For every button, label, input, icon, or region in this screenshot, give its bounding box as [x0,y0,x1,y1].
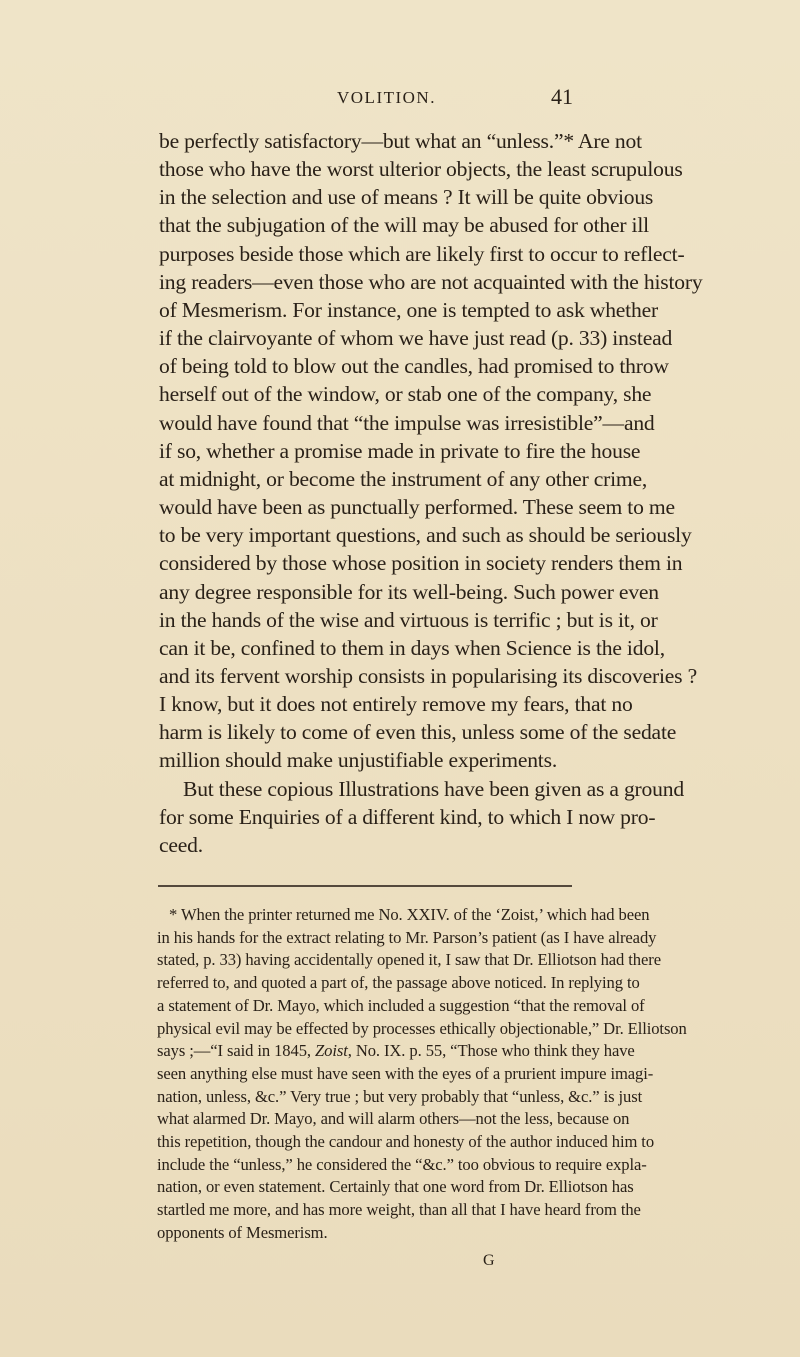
running-title: VOLITION. [337,88,436,107]
main-text [159,127,703,859]
text-line: I know, but it does not entirely remove my fears, that no [159,692,633,717]
book-page [105,0,800,1357]
text-line: harm is likely to come of even this, unless some of the sedate [159,720,677,745]
footnote-text: , No. IX. p. 55, “Those who think they have [347,1041,635,1061]
text-line: be perfectly satisfactory—but what an “unless.”* Are not [159,129,642,153]
footnote-line: stated, p. 33) having accidentally opened it, I saw that Dr. Elliotson had there [157,950,661,970]
text-line: in the hands of the wise and virtuous is terrific ; but is it, or [159,607,658,632]
paragraph-1 [159,127,703,775]
text-line: of being told to blow out the candles, had promised to throw [159,354,669,379]
footnote-separator-rule [158,885,572,887]
footnote-line: seen anything else must have seen with the eyes of a prurient impure imagi- [157,1063,654,1083]
footnote-line: what alarmed Dr. Mayo, and will alarm others—not the less, because on [157,1109,630,1129]
footnote-line: opponents of Mesmerism. [157,1222,328,1242]
footnote-line: in his hands for the extract relating to Mr. Parson’s patient (as I have already [157,927,657,947]
footnote-line: * When the printer returned me No. XXIV. of the ‘Zoist,’ which had been [169,905,650,924]
text-line: of Mesmerism. For instance, one is tempted to ask whether [159,297,658,322]
footnote-text: says ;—“I said in 1845, [157,1041,315,1061]
footnote-line [157,1040,635,1063]
footnote [157,904,687,1245]
text-line: in the selection and use of means ? It will be quite obvious [159,185,654,210]
text-line: any degree responsible for its well-being. Such power even [159,579,659,604]
text-line: for some Enquiries of a different kind, to which I now pro- [159,804,656,829]
text-line: purposes beside those which are likely first to occur to reflect- [159,241,685,266]
text-line: considered by those whose position in society renders them in [159,551,683,576]
text-line: million should make unjustifiable experiments. [159,748,558,773]
page-number: 41 [551,84,573,109]
text-line: and its fervent worship consists in popularising its discoveries ? [159,663,697,688]
footnote-line: referred to, and quoted a part of, the passage above noticed. In replying to [157,973,640,993]
footnote-line: nation, unless, &c.” Very true ; but very probably that “unless, &c.” is just [157,1086,643,1106]
text-line: ing readers—even those who are not acquainted with the history [159,269,703,294]
text-line: would have been as punctually performed. These seem to me [159,495,675,520]
footnote-line: physical evil may be effected by processes ethically objectionable,” Dr. Elliotson [157,1018,687,1038]
text-line: ceed. [159,832,203,857]
footnote-line: nation, or even statement. Certainly that one word from Dr. Elliotson has [157,1177,634,1197]
signature-mark: G [483,1252,495,1269]
text-line: herself out of the window, or stab one of the company, she [159,382,652,407]
running-head [105,84,800,112]
text-line: those who have the worst ulterior objects, the least scrupulous [159,157,683,182]
text-line: if so, whether a promise made in private to fire the house [159,438,641,463]
text-line: would have found that “the impulse was irresistible”—and [159,410,655,435]
text-line: that the subjugation of the will may be abused for other ill [159,213,649,238]
text-line: can it be, confined to them in days when Science is the idol, [159,635,665,660]
text-line: if the clairvoyante of whom we have just read (p. 33) instead [159,326,673,351]
footnote-line: this repetition, though the candour and honesty of the author induced him to [157,1132,655,1152]
journal-title-italic: Zoist [315,1041,348,1061]
text-line: But these copious Illustrations have been given as a ground [183,776,684,801]
footnote-line: startled me more, and has more weight, than all that I have heard from the [157,1200,641,1220]
footnote-line: a statement of Dr. Mayo, which included a suggestion “that the removal of [157,995,645,1015]
text-line: at midnight, or become the instrument of any other crime, [159,466,648,491]
paragraph-2 [159,775,684,859]
text-line: to be very important questions, and such as should be seriously [159,523,692,548]
footnote-line: include the “unless,” he considered the “&c.” too obvious to require expla- [157,1154,647,1174]
